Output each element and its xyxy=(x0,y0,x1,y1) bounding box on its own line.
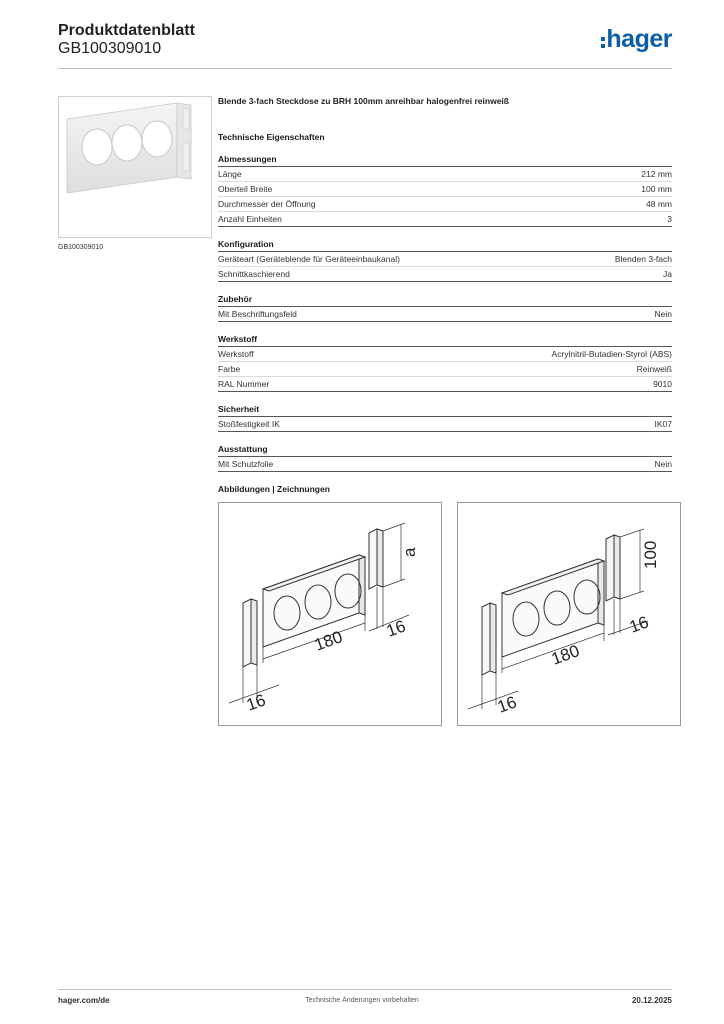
technical-drawing-right xyxy=(457,502,681,726)
drawings-heading: Abbildungen | Zeichnungen xyxy=(218,484,330,494)
property-value: IK07 xyxy=(654,419,672,429)
property-label: Mit Beschriftungsfeld xyxy=(218,309,297,319)
property-row xyxy=(218,417,672,432)
side-dimension-label: 16 xyxy=(626,612,652,637)
property-label: Oberteil Breite xyxy=(218,184,273,194)
side-dimension-label: 16 xyxy=(494,692,520,717)
property-value: Nein xyxy=(654,459,672,469)
property-value: Blenden 3-fach xyxy=(614,254,672,264)
property-value: Ja xyxy=(663,269,672,279)
section-title: Zubehör xyxy=(218,294,672,307)
product-image xyxy=(58,96,212,238)
property-row xyxy=(218,457,672,472)
property-label: Durchmesser der Öffnung xyxy=(218,199,316,209)
page-header xyxy=(58,20,672,70)
logo-text: hager xyxy=(606,24,672,53)
footer-disclaimer: Technische Änderungen vorbehalten xyxy=(305,997,419,1004)
footer-website-link[interactable]: hager.com/de xyxy=(58,996,110,1005)
product-description: Blende 3-fach Steckdose zu BRH 100mm anreihbar halogenfrei reinweiß xyxy=(218,96,509,106)
property-label: Stoßfestigkeit IK xyxy=(218,419,280,429)
section-title: Konfiguration xyxy=(218,239,672,252)
header-divider xyxy=(58,68,672,69)
logo-dots-icon xyxy=(601,37,605,48)
property-label: Länge xyxy=(218,169,242,179)
property-row xyxy=(218,182,672,197)
property-row xyxy=(218,252,672,267)
property-label: Anzahl Einheiten xyxy=(218,214,282,224)
footer-divider xyxy=(58,989,672,990)
property-row xyxy=(218,362,672,377)
property-label: Mit Schutzfolie xyxy=(218,459,274,469)
property-value: Nein xyxy=(654,309,672,319)
section-dimensions xyxy=(218,154,672,227)
property-value: 9010 xyxy=(653,379,672,389)
section-material xyxy=(218,334,672,392)
property-label: Geräteart (Geräteblende für Geräteeinbaukanal) xyxy=(218,254,400,264)
property-value: 3 xyxy=(667,214,672,224)
side-dimension-label: 16 xyxy=(243,690,269,715)
height-dimension-label: a xyxy=(400,547,419,557)
width-dimension-label: 180 xyxy=(311,627,346,655)
property-value: 48 mm xyxy=(646,199,672,209)
property-row xyxy=(218,167,672,182)
property-value: 212 mm xyxy=(641,169,672,179)
property-label: RAL Nummer xyxy=(218,379,270,389)
section-title: Ausstattung xyxy=(218,444,672,457)
section-title: Werkstoff xyxy=(218,334,672,347)
technical-drawing-left xyxy=(218,502,442,726)
section-equipment xyxy=(218,444,672,472)
product-number: GB100309010 xyxy=(58,40,162,57)
section-configuration xyxy=(218,239,672,282)
section-safety xyxy=(218,404,672,432)
section-title: Abmessungen xyxy=(218,154,672,167)
height-dimension-label: 100 xyxy=(641,540,660,569)
property-value: Acrylnitril-Butadien-Styrol (ABS) xyxy=(551,349,672,359)
property-label: Werkstoff xyxy=(218,349,254,359)
property-row xyxy=(218,347,672,362)
property-value: Reinweiß xyxy=(636,364,672,374)
technical-properties-heading: Technische Eigenschaften xyxy=(218,132,325,142)
property-row xyxy=(218,267,672,282)
hager-logo xyxy=(601,24,672,54)
property-label: Farbe xyxy=(218,364,241,374)
section-title: Sicherheit xyxy=(218,404,672,417)
product-image-caption: GB100309010 xyxy=(58,244,104,251)
side-dimension-label: 16 xyxy=(383,616,409,641)
property-row xyxy=(218,307,672,322)
property-row xyxy=(218,212,672,227)
document-title: Produktdatenblatt xyxy=(58,22,195,39)
property-row xyxy=(218,197,672,212)
width-dimension-label: 180 xyxy=(548,641,583,669)
product-details xyxy=(218,96,672,472)
property-row xyxy=(218,377,672,392)
property-value: 100 mm xyxy=(641,184,672,194)
section-accessories xyxy=(218,294,672,322)
property-label: Schnittkaschierend xyxy=(218,269,290,279)
footer-date: 20.12.2025 xyxy=(631,996,672,1005)
